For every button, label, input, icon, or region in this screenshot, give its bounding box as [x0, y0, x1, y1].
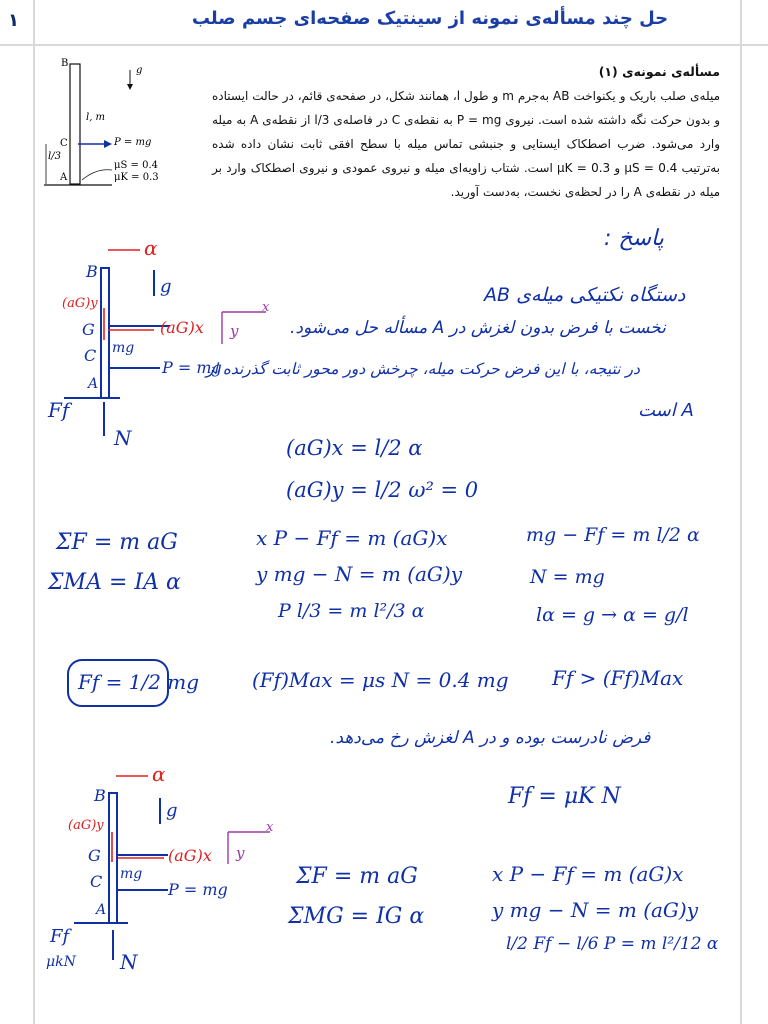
diagram2-alpha: α: [152, 762, 166, 786]
answer-line-1: دستگاه نکتیکی میله‌ی AB: [484, 284, 686, 306]
diagram2-mukn: μkN: [46, 954, 76, 970]
fig-label-l3: l/3: [48, 151, 61, 162]
page-number: ۱: [8, 10, 19, 31]
page-title: حل چند مسأله‌ی نمونه از سینتیک صفحه‌ای جسم صلب: [191, 8, 669, 29]
diagram2-label-g: G: [88, 846, 101, 865]
diagram1-label-b: B: [86, 262, 98, 281]
diagram2-normal: N: [120, 950, 138, 974]
friction-comparison: Ff > (Ff)Max: [552, 666, 684, 690]
newton2-sum-moments-g: ΣMG = IG α: [288, 904, 425, 929]
system-moment-equation: P l/3 = m l²/3 α: [278, 600, 425, 622]
answer-line-2: نخست با فرض بدون لغزش در A مسأله حل می‌شود.: [290, 318, 666, 338]
fig-label-p: P = mg: [114, 137, 152, 148]
boxed-friction-result: Ff = 1/2 mg: [78, 670, 200, 694]
diagram1-mg: mg: [112, 340, 135, 356]
diagram2-label-b: B: [94, 786, 106, 805]
diagram1-agx: (aG)x: [160, 318, 204, 337]
fig-label-g: g: [136, 65, 143, 76]
problem-heading: مسأله‌ی نمونه‌ی (۱): [598, 64, 720, 79]
diagram2-mg: mg: [120, 866, 143, 882]
diagram1-gravity: g: [160, 276, 172, 297]
diagram1-label-c: C: [84, 346, 97, 365]
max-static-friction: (Ff)Max = μs N = 0.4 mg: [252, 668, 509, 692]
problem-text: میله‌ی صلب باریک و یکنواخت AB به‌جرم m و طول l، همانند شکل، در صفحه‌ی قائم، در حالت ایستاده و بدون حرکت نگه داشته شده است. نیروی P = mg به نقطه‌ی C در فاصله‌ی l/3 از نقطه‌ی A به میله وارد می‌شود. ضرب اصطکاک ایستایی و جنبشی تماس میله با سطح افقی ثابت نشان داده شده به‌ترتیب μS = 0.4 و μK = 0.3 است. شتاب زاویه‌ای میله و نیروی عمودی و نیروی اصطکاک وارد بر میله در نقطه‌ی A را در لحظه‌ی نخست، به‌دست آورید.: [212, 89, 721, 199]
system-y-equation: y mg − N = m (aG)y: [256, 562, 462, 586]
diagram1-agy: (aG)y: [62, 296, 98, 311]
diagram2-force-p: P = mg: [168, 880, 228, 899]
answer-line-4: A است: [638, 400, 694, 421]
system2-x-equation: x P − Ff = m (aG)x: [492, 862, 684, 886]
diagram2-label-a: A: [96, 902, 107, 918]
equation-agx: (aG)x = l/2 α: [286, 436, 423, 460]
diagram1-label-a: A: [88, 376, 99, 392]
diagram1-force-p: P = mg: [162, 358, 222, 377]
diagram1-normal: N: [114, 426, 132, 450]
result-normal-force: N = mg: [530, 566, 605, 588]
newton2-sum-forces: ΣF = m aG: [296, 864, 418, 889]
fig-label-c: C: [60, 138, 68, 149]
answer-line-3: در نتیجه، با این فرض حرکت میله، چرخش دور محور ثابت گذرنده از: [206, 360, 640, 378]
diagram2-gravity: g: [166, 800, 178, 821]
diagram2-friction: Ff: [50, 926, 70, 947]
diagram1-axis-x: x: [262, 300, 270, 315]
diagram1-axis-y: y: [230, 322, 239, 340]
fig-label-a: A: [60, 172, 68, 183]
diagram2-agy: (aG)y: [68, 818, 104, 833]
system2-y-equation: y mg − N = m (aG)y: [492, 898, 698, 922]
diagram2-axis-y: y: [236, 844, 245, 862]
diagram1-label-g: G: [82, 320, 95, 339]
fig-label-mus: μS = 0.4: [114, 160, 158, 171]
diagram2-agx: (aG)x: [168, 846, 212, 865]
kinetic-friction-equation: Ff = μK N: [508, 784, 621, 809]
answer-heading: پاسخ :: [604, 226, 664, 251]
newton-sum-moments-a: ΣMA = IA α: [48, 570, 181, 595]
system-x-equation: x P − Ff = m (aG)x: [256, 526, 448, 550]
newton-sum-forces: ΣF = m aG: [56, 530, 178, 555]
diagram1-friction: Ff: [48, 398, 70, 422]
slip-conclusion: فرض نادرست بوده و در A لغزش رخ می‌دهد.: [330, 728, 651, 748]
fig-label-muk: μK = 0.3: [114, 172, 159, 183]
diagram2-label-c: C: [90, 872, 103, 891]
result-alpha: lα = g → α = g/l: [536, 604, 689, 626]
diagram1-alpha: α: [144, 236, 158, 260]
fig-label-b: B: [61, 58, 69, 69]
system2-moment-equation: l/2 Ff − l/6 P = m l²/12 α: [506, 934, 719, 954]
result-x-equation: mg − Ff = m l/2 α: [526, 524, 700, 546]
fig-label-lm: l, m: [86, 112, 106, 123]
equation-agy: (aG)y = l/2 ω² = 0: [286, 478, 479, 502]
diagram2-axis-x: x: [266, 820, 274, 835]
